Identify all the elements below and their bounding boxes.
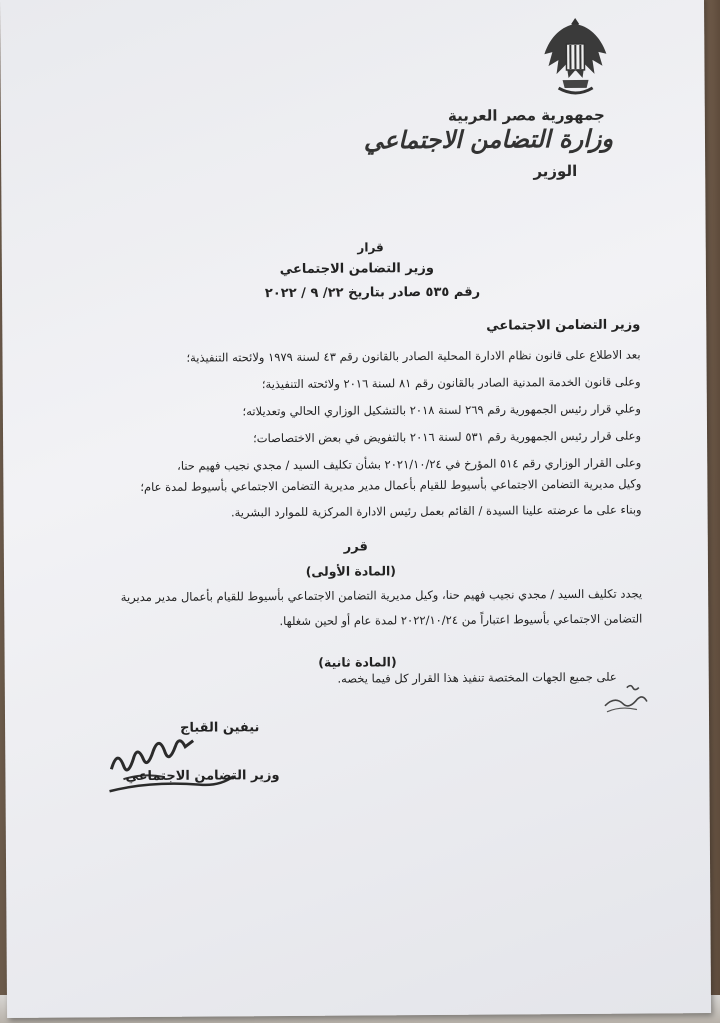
article-1-title: (المادة الأولى) <box>305 563 397 579</box>
recital-7: وبناء على ما عرضته علينا السيدة / القائم بعمل رئيس الادارة المركزية للموارد البشرية. <box>230 502 642 520</box>
article-1-line-2: التضامن الاجتماعي بأسيوط اعتباراً من ٢٠٢٢/١٠/٢٤ لمدة عام أو لحين شغلها. <box>279 611 643 629</box>
signatory-title: وزير التضامن الاجتماعي <box>125 768 280 785</box>
recital-2: وعلى قانون الخدمة المدنية الصادر بالقانون رقم ٨١ لسنة ٢٠١٦ ولائحته التنفيذية؛ <box>261 374 641 392</box>
article-2-line: على جميع الجهات المختصة تنفيذ هذا القرار كل فيما يخصه. <box>337 669 617 686</box>
article-2-title: (المادة ثانية) <box>318 654 397 670</box>
recital-5: وعلى القرار الوزاري رقم ٥١٤ المؤرخ في ٢٠٢١/١٠/٢٤ بشأن تكليف السيد / مجدي نجيب فهيم حنا، <box>177 455 642 473</box>
resolved-heading: قرر <box>343 539 368 555</box>
recital-4: وعلى قرار رئيس الجمهورية رقم ٥٣١ لسنة ٢٠١٦ بالتفويض في بعض الاختصاصات؛ <box>253 428 642 446</box>
eagle-emblem-icon <box>540 14 611 106</box>
handwritten-signature-icon <box>103 728 243 801</box>
letterhead-ministry: وزارة التضامن الاجتماعي <box>363 123 614 155</box>
letterhead-office: الوزير <box>533 161 578 181</box>
letterhead-country: جمهورية مصر العربية <box>447 105 605 125</box>
addressee: وزير التضامن الاجتماعي <box>486 317 641 334</box>
recital-6: وكيل مديرية التضامن الاجتماعي بأسيوط للقيام بأعمال مدير مديرية التضامن الاجتماعي بأسيوط لمدة عام؛ <box>140 476 642 495</box>
article-1-line-1: يجدد تكليف السيد / مجدي نجيب فهيم حنا، وكيل مديرية التضامن الاجتماعي بأسيوط للقيام بأعمال مدير مديرية <box>120 586 643 605</box>
recital-3: وعلي قرار رئيس الجمهورية رقم ٢٦٩ لسنة ٢٠١٨ بالتشكيل الوزاري الحالي وتعديلاته؛ <box>242 401 641 419</box>
initials-mark-icon <box>597 681 653 715</box>
decision-number-date: رقم ٥٣٥ صادر بتاريخ ٢٢/ ٩ / ٢٠٢٢ <box>264 284 481 302</box>
decision-heading: قرار <box>357 240 384 255</box>
signatory-name: نيفين القباج <box>180 720 260 736</box>
recital-1: بعد الاطلاع على قانون نظام الادارة المحلية الصادر بالقانون رقم ٤٣ لسنة ١٩٧٩ ولائحته التنفيذية؛ <box>186 347 641 365</box>
decision-issuer: وزير التضامن الاجتماعي <box>279 260 434 278</box>
